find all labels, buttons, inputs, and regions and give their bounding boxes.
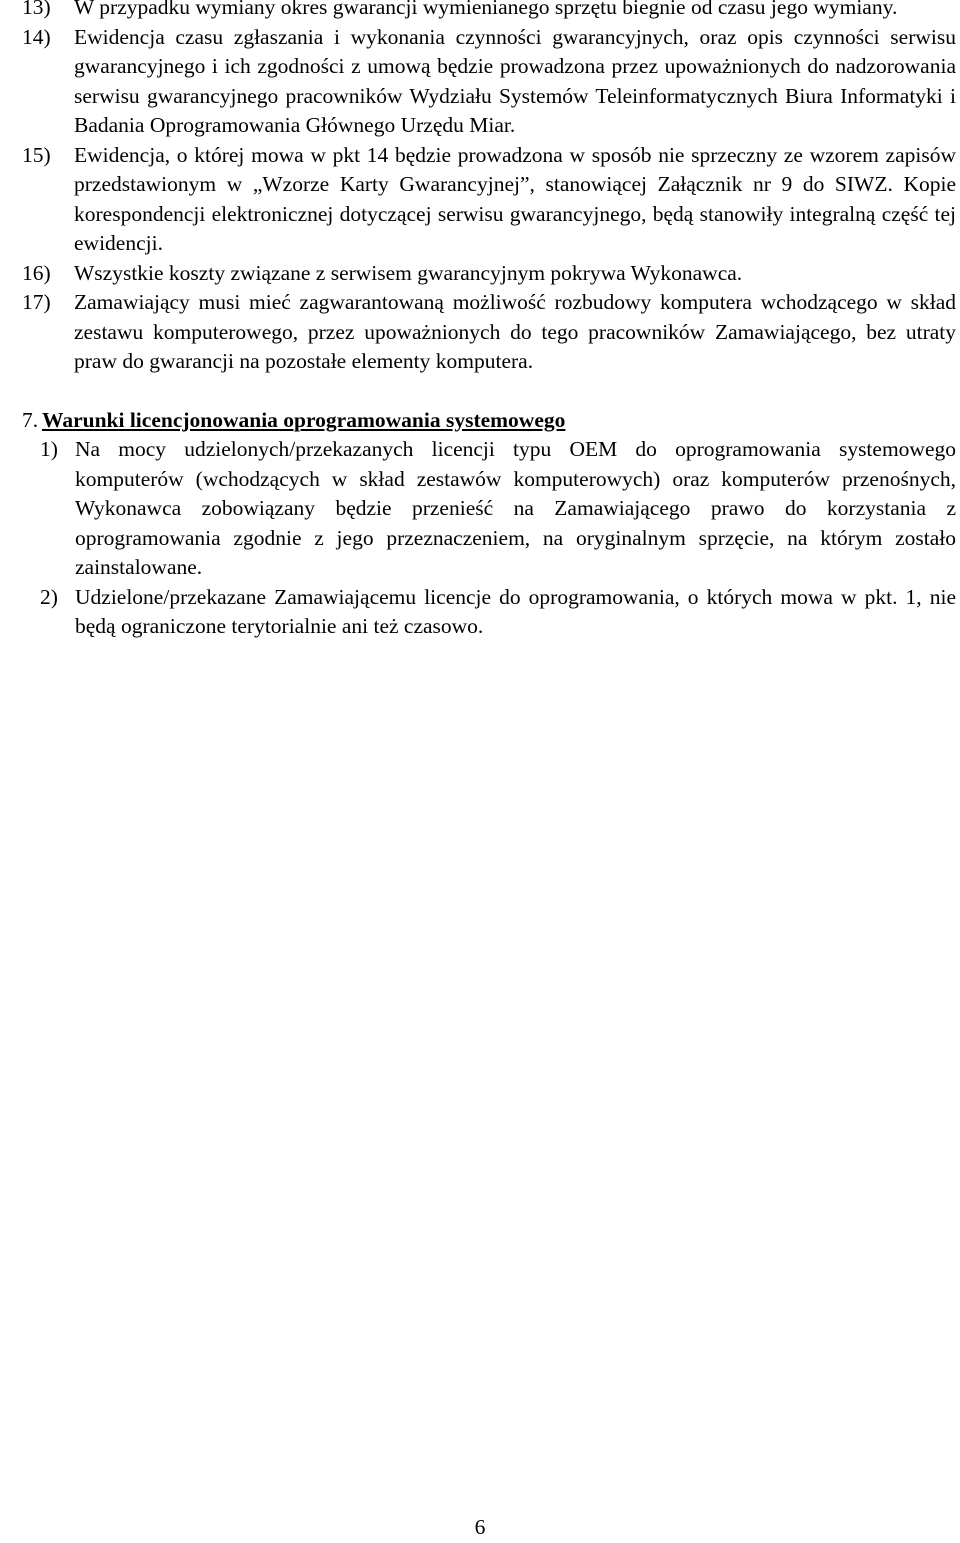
document-body [22,0,956,642]
item-number: 2) [40,584,58,609]
item-number: 1) [40,437,58,461]
page-number: 6 [474,1515,486,1539]
list-item [22,288,956,377]
list-item [22,0,956,23]
item-text: Ewidencja, o której mowa w pkt 14 będzie prowadzona w sposób nie sprzeczny ze wzorem zapisów przedstawionym w „Wzorze Karty Gwarancyjnej”, stanowiącej Załącznik nr 9 do SIWZ. Kopie korespondencji elektronicznej dotyczącej serwisu gwarancyjnego, będą stanowiły integralną część tej ewidencji. [74,142,956,255]
item-text: W przypadku wymiany okres gwarancji wymienianego sprzętu biegnie od czasu jego wymiany. [74,0,898,19]
section-title: Warunki licencjonowania oprogramowania systemowego [42,407,566,432]
list-item [22,259,956,289]
section-number: 7. [22,407,39,432]
item-text: Udzielone/przekazane Zamawiającemu licencje do oprogramowania, o których mowa w pkt. 1, nie będą ograniczone terytorialnie ani też czasowo. [75,584,956,638]
list-item [40,583,956,642]
item-number: 17) [22,290,51,314]
item-text: Na mocy udzielonych/przekazanych licencji typu OEM do oprogramowania systemowego komputerów (wchodzących w skład zestawów komputerowych) oraz komputerów przenośnych, Wykonawca zobowiązany będzie przenieść na Zamawiającego prawo do korzystania z oprogramowania zgodnie z jego przeznaczeniem, na oryginalnym sprzęcie, na którym zostało zainstalowane. [75,437,956,579]
item-text: Wszystkie koszty związane z serwisem gwarancyjnym pokrywa Wykonawca. [74,260,743,285]
list-item [22,23,956,141]
item-text: Zamawiający musi mieć zagwarantowaną możliwość rozbudowy komputera wchodzącego w skład zestawu komputerowego, przez upoważnionych do tego pracowników Zamawiającego, bez utraty praw do gwarancji na pozostałe elementy komputera. [74,290,956,373]
section-list [22,435,956,642]
list-item [40,435,956,583]
section-heading [22,406,956,436]
item-number: 16) [22,260,51,285]
item-text: Ewidencja czasu zgłaszania i wykonania czynności gwarancyjnych, oraz opis czynności serwisu gwarancyjnego i ich zgodności z umową będzie prowadzona przez upoważnionych do nadzorowania serwisu gwarancyjnego pracowników Wydziału Systemów Teleinformatycznych Biura Informatyki i Badania Oprogramowania Głównego Urzędu Miar. [74,24,956,137]
item-number: 13) [22,0,51,19]
item-number: 15) [22,142,51,167]
list-item [22,141,956,259]
item-number: 14) [22,24,51,49]
